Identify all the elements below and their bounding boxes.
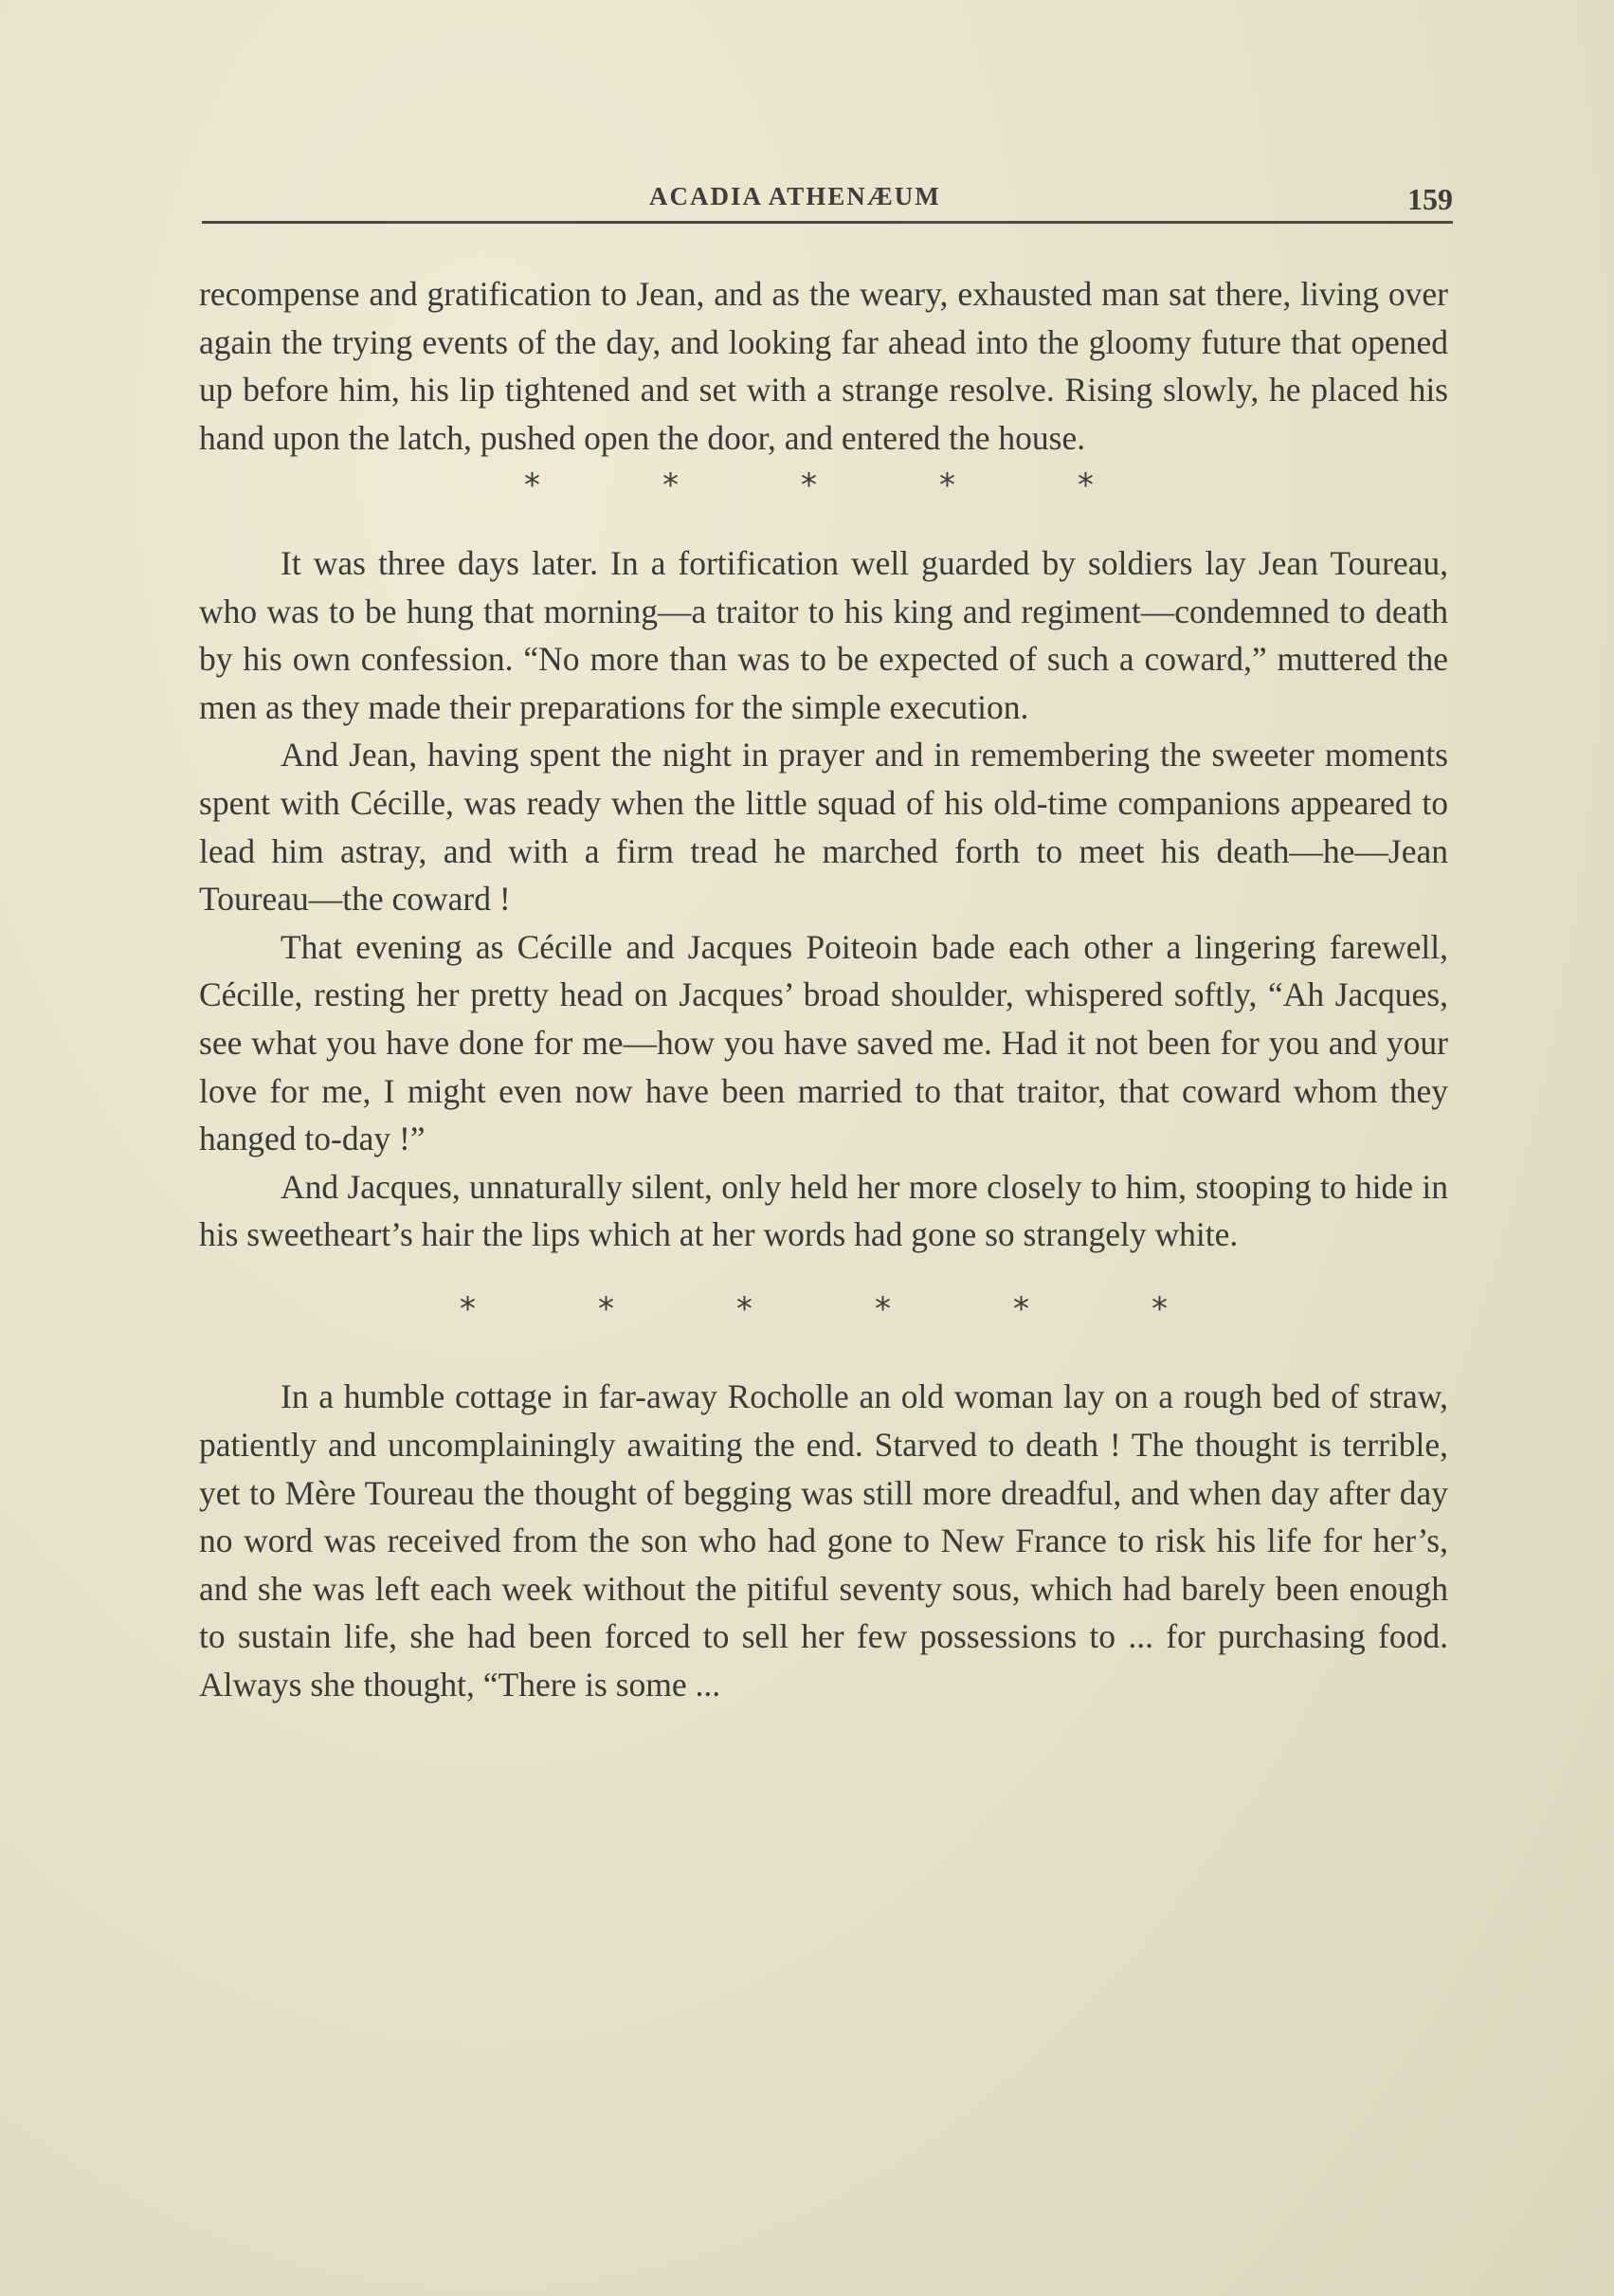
separator-star: * [875, 1289, 891, 1328]
separator-star: * [1013, 1289, 1029, 1328]
separator-star: * [460, 1289, 476, 1328]
page-header [202, 178, 1453, 216]
paragraph-continuation: recompense and gratification to Jean, and as the weary, exhausted man sat there, living over again the trying events of the day, and looking far ahead into the gloomy future that opened up before him, his lip tightened and set with a strange resolve. Rising slowly, he placed his hand upon the latch, pushed open the door, and entered the house. [199, 275, 1448, 457]
separator-star: * [662, 466, 679, 505]
paragraph-jacques: And Jacques, unnaturally silent, only held her more closely to him, stooping to hide in his sweetheart’s hair the lips which at her words had gone so strangely white. [199, 1167, 1448, 1254]
separator-star: * [598, 1289, 614, 1328]
separator-star: * [939, 466, 955, 505]
section-separator-1 [199, 462, 1448, 510]
paragraph-cecille: That evening as Cécille and Jacques Poiteoin bade each other a lingering farewell, Cécille, resting her pretty head on Jacques’ broad shoulder, whispered softly, “Ah Jacques, see what you have done for me—how you have saved me. Had it not been for you and your love for me, I might even now have been married to that traitor, that coward whom they hanged to-day !” [199, 927, 1448, 1158]
page-number: 159 [1407, 182, 1453, 216]
separator-star: * [1152, 1289, 1168, 1328]
article-body [199, 270, 1448, 1709]
paragraph-jean: And Jean, having spent the night in prayer and in remembering the sweeter moments spent with Cécille, was ready when the little squad of his old-time companions appeared to lead him astray, and with a firm tread he marched forth to meet his death—he—Jean Toureau—the coward ! [199, 736, 1448, 919]
separator-star: * [801, 466, 817, 505]
paragraph-execution: It was three days later. In a fortification well guarded by soldiers lay Jean Toureau, who was to be hung that morning—a traitor to his king and regiment—condemned to death by his own confession. “No more than was to be expected of such a coward,” muttered the men as they made their preparations for the simple execution. [199, 543, 1448, 726]
section-separator-2 [199, 1285, 1448, 1334]
separator-star: * [736, 1289, 753, 1328]
separator-star: * [524, 466, 540, 505]
header-rule [202, 221, 1453, 224]
running-title: ACADIA ATHENÆUM [649, 182, 941, 210]
paragraph-mere-toureau: In a humble cottage in far-away Rocholle an old woman lay on a rough bed of straw, patiently and uncomplainingly awaiting the end. Starved to death ! The thought is terrible, yet to Mère Toureau the thought of begging was still more dreadful, and when day after day no word was received from the son who had gone to New France to risk his life for her’s, and she was left each week without the pitiful seventy sous, which had barely been enough to sustain life, she had been forced to sell her few possessions to ... for purchasing food. Always she thought, “There is some ... [199, 1377, 1448, 1704]
separator-star: * [1078, 466, 1094, 505]
